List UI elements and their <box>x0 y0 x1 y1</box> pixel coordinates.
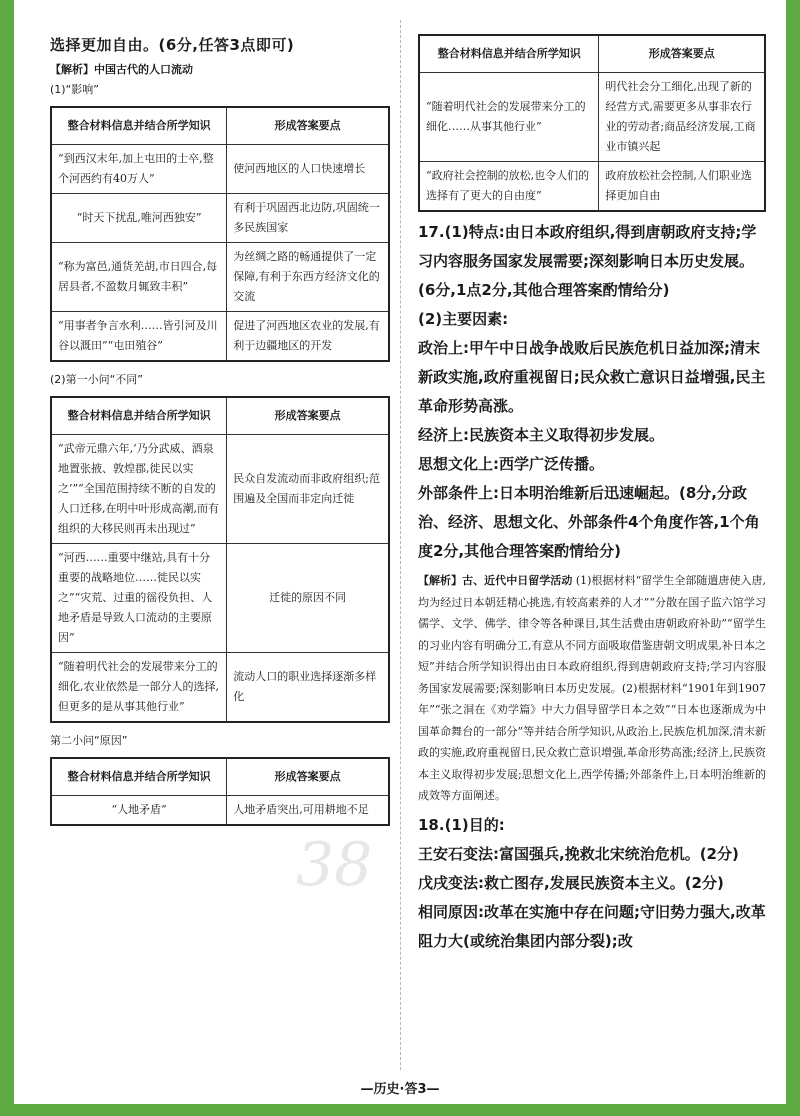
material-cell: “用事者争言水利……皆引河及川谷以溉田”“屯田殖谷” <box>51 312 227 362</box>
table-row <box>51 312 389 362</box>
answer-cell: 流动人口的职业选择逐渐多样化 <box>227 653 389 723</box>
subheading-influence: (1)“影响” <box>50 83 99 96</box>
table-influence <box>50 106 390 362</box>
header-answer: 形成答案要点 <box>599 35 765 73</box>
analysis-tag: 【解析】 <box>418 574 463 587</box>
analysis-heading <box>50 60 390 80</box>
material-cell: “武帝元鼎六年,‘乃分武威、酒泉地置张掖、敦煌郡,徙民以实之’”“全国范围持续不断的自发的人口迁移,在明中叶形成高潮,而有组织的大移民则再未出现过” <box>51 435 227 544</box>
header-answer: 形成答案要点 <box>227 107 389 145</box>
material-cell: “人地矛盾” <box>51 796 227 826</box>
q17-line-4: 经济上:民族资本主义取得初步发展。 <box>418 426 665 444</box>
table-header-row <box>51 758 389 796</box>
material-cell: “河西……重要中继站,具有十分重要的战略地位……徙民以实之”“灾荒、过重的徭役负担、人地矛盾是导致人口流动的主要原因” <box>51 544 227 653</box>
table-row <box>51 194 389 243</box>
q18-line-3: 戊戌变法:救亡图存,发展民族资本主义。(2分) <box>418 873 724 892</box>
table-row <box>51 435 389 544</box>
analysis-topic: 中国古代的人口流动 <box>94 63 193 76</box>
table-row <box>51 653 389 723</box>
q17-line-1 <box>418 218 766 305</box>
q17-analysis <box>418 570 766 807</box>
material-cell: “称为富邑,通货羌胡,市日四合,每居县者,不盈数月辄致丰积” <box>51 243 227 312</box>
table-header-row <box>51 107 389 145</box>
header-material: 整合材料信息并结合所学知识 <box>51 397 227 435</box>
table-row <box>419 162 765 212</box>
column-divider <box>400 20 401 1070</box>
header-material: 整合材料信息并结合所学知识 <box>419 35 599 73</box>
q17-line-6: 外部条件上:日本明治维新后迅速崛起。(8分,分政治、经济、思想文化、外部条件4个角度作答,1个角度2分,其他合理答案酌情给分) <box>418 484 760 560</box>
header-answer: 形成答案要点 <box>227 758 389 796</box>
q18-line-4: 相同原因:改革在实施中存在问题;守旧势力强大,改革阻力大(或统治集团内部分裂);改 <box>418 902 766 950</box>
page-footer: —历史·答3— <box>360 1082 440 1097</box>
header-material: 整合材料信息并结合所学知识 <box>51 107 227 145</box>
material-cell: “随着明代社会的发展带来分工的细化……从事其他行业” <box>419 73 599 162</box>
analysis-tag: 【解析】 <box>50 63 94 76</box>
material-cell: “随着明代社会的发展带来分工的细化,农业依然是一部分人的选择,但更多的是从事其他行业” <box>51 653 227 723</box>
q17-text: (1)特点:由日本政府组织,得到唐朝政府支持;学习内容服务国家发展需要;深刻影响日本历史发展。(6分,1点2分,其他合理答案酌情给分) <box>418 223 757 299</box>
material-cell: “政府社会控制的放松,也令人们的选择有了更大的自由度” <box>419 162 599 212</box>
top-answer-line: 选择更加自由。(6分,任答3点即可) <box>50 36 295 54</box>
q17-line-5: 思想文化上:西学广泛传播。 <box>418 455 604 473</box>
q18-line-1 <box>418 811 766 840</box>
table-header-row <box>51 397 389 435</box>
answer-cell: 有利于巩固西北边防,巩固统一多民族国家 <box>227 194 389 243</box>
answer-cell: 明代社会分工细化,出现了新的经营方式,需要更多从事非农行业的劳动者;商品经济发展,工商业市镇兴起 <box>599 73 765 162</box>
answer-cell: 促进了河西地区农业的发展,有利于边疆地区的开发 <box>227 312 389 362</box>
answer-cell: 使河西地区的人口快速增长 <box>227 145 389 194</box>
table-row <box>51 145 389 194</box>
analysis-topic: 古、近代中日留学活动 <box>462 574 573 587</box>
table-difference <box>50 396 390 723</box>
answer-cell: 民众自发流动而非政府组织;范围遍及全国而非定向迁徙 <box>227 435 389 544</box>
table-row <box>51 544 389 653</box>
answer-cell: 为丝绸之路的畅通提供了一定保障,有利于东西方经济文化的交流 <box>227 243 389 312</box>
table-reason <box>50 757 390 826</box>
q17-line-2: (2)主要因素: <box>418 310 509 328</box>
answer-cell: 政府放松社会控制,人们职业选择更加自由 <box>599 162 765 212</box>
subheading-difference: (2)第一小问“不同” <box>50 373 143 386</box>
table-header-row <box>419 35 765 73</box>
answer-cell: 人地矛盾突出,可用耕地不足 <box>227 796 389 826</box>
material-cell: “时天下扰乱,唯河西独安” <box>51 194 227 243</box>
question-17 <box>418 218 766 807</box>
q18-number: 18. <box>418 815 445 834</box>
q17-number: 17. <box>418 223 445 241</box>
answer-cell: 迁徙的原因不同 <box>227 544 389 653</box>
table-continued <box>418 34 766 212</box>
right-column <box>418 34 766 956</box>
table-row <box>51 796 389 826</box>
q18-line-2: 王安石变法:富国强兵,挽救北宋统治危机。(2分) <box>418 844 739 863</box>
q17-line-3: 政治上:甲午中日战争战败后民族危机日益加深;清末新政实施,政府重视留日;民众救亡意识日益增强,民主革命形势高涨。 <box>418 339 766 415</box>
table-row <box>419 73 765 162</box>
subheading-reason: 第二小问“原因” <box>50 734 128 747</box>
header-material: 整合材料信息并结合所学知识 <box>51 758 227 796</box>
header-answer: 形成答案要点 <box>227 397 389 435</box>
material-cell: “到西汉末年,加上屯田的士卒,整个河西约有40万人” <box>51 145 227 194</box>
table-row <box>51 243 389 312</box>
left-column <box>50 30 390 826</box>
q18-text: (1)目的: <box>444 815 505 834</box>
analysis-text: (1)根据材料“留学生全部随遣唐使入唐,均为经过日本朝廷精心挑选,有较高素养的人才”“分散在国子监六馆学习儒学、文学、佛学、律令等各种课目,其生活费由唐朝政府补助”“留学生的习业内容有明确分工,有意从不同方面吸取借鉴唐朝文明成果,补日本之短”并结合所学知识得出由日本政府组织,得到唐朝政府支持;学习内容服务国家发展需要;深刻影响日本历史发展。(2)根据材料“1901年到1907年”“张之洞在《劝学篇》中大力倡导留学日本之效”“日本也逐渐成为中国革命舞台的一部分”等并结合所学知识,从政治上,民族危机加深,清末新政的实施,政府重视留日,民众救亡意识增强,革命形势高涨;经济上,民族资本主义取得初步发展;思想文化上,西学传播;外部条件上,日本明治维新的成效等方面阐述。 <box>418 574 767 802</box>
watermark-logo: 38 <box>296 830 373 900</box>
question-18 <box>418 811 766 956</box>
